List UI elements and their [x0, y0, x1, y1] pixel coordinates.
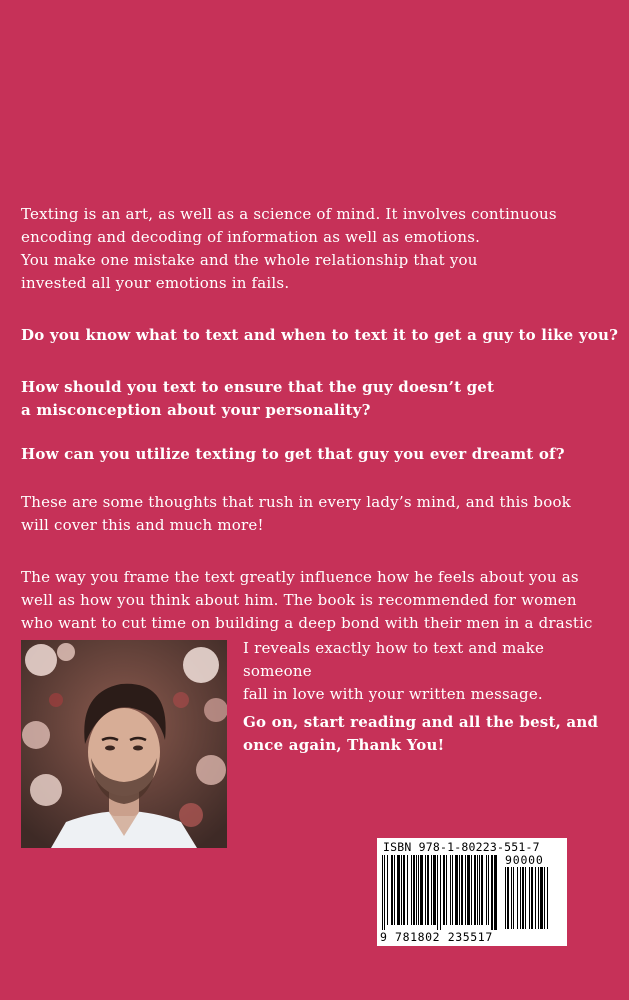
ean-digits: 9 781802 235517 — [380, 930, 493, 944]
isbn-label: ISBN 978-1-80223-551-7 — [383, 840, 540, 854]
isbn-barcode — [377, 838, 567, 946]
question-utilize-texting: How can you utilize texting to get that guy you ever dreamt of? — [21, 445, 565, 463]
thoughts-paragraph: These are some thoughts that rush in every lady’s mind, and this book will cover this and much more! — [21, 493, 571, 534]
reveals-paragraph: I reveals exactly how to text and make someone fall in love with your written message. — [243, 639, 545, 703]
question-how-to-text: How should you text to ensure that the guy doesn’t get a misconception about your personality? — [21, 378, 495, 419]
closing-paragraph: Go on, start reading and all the best, and once again, Thank You! — [243, 713, 599, 754]
framing-paragraph: The way you frame the text greatly influence how he feels about you as well as how you think about him. The book is recommended for women who want to cut time on building a deep bond with their men in a drastic — [21, 568, 593, 632]
author-portrait-photo — [21, 640, 227, 848]
ean-barcode-bars — [382, 855, 500, 930]
intro-paragraph: Texting is an art, as well as a science of mind. It involves continuous encoding and decoding of information as well as emotions. You make one mistake and the whole relationship that you invested all your emotions in fails. — [21, 205, 557, 292]
question-what-to-text: Do you know what to text and when to text it to get a guy to like you? — [21, 326, 619, 344]
addon-barcode-bars — [505, 867, 563, 929]
price-addon-number: 90000 — [505, 853, 544, 867]
